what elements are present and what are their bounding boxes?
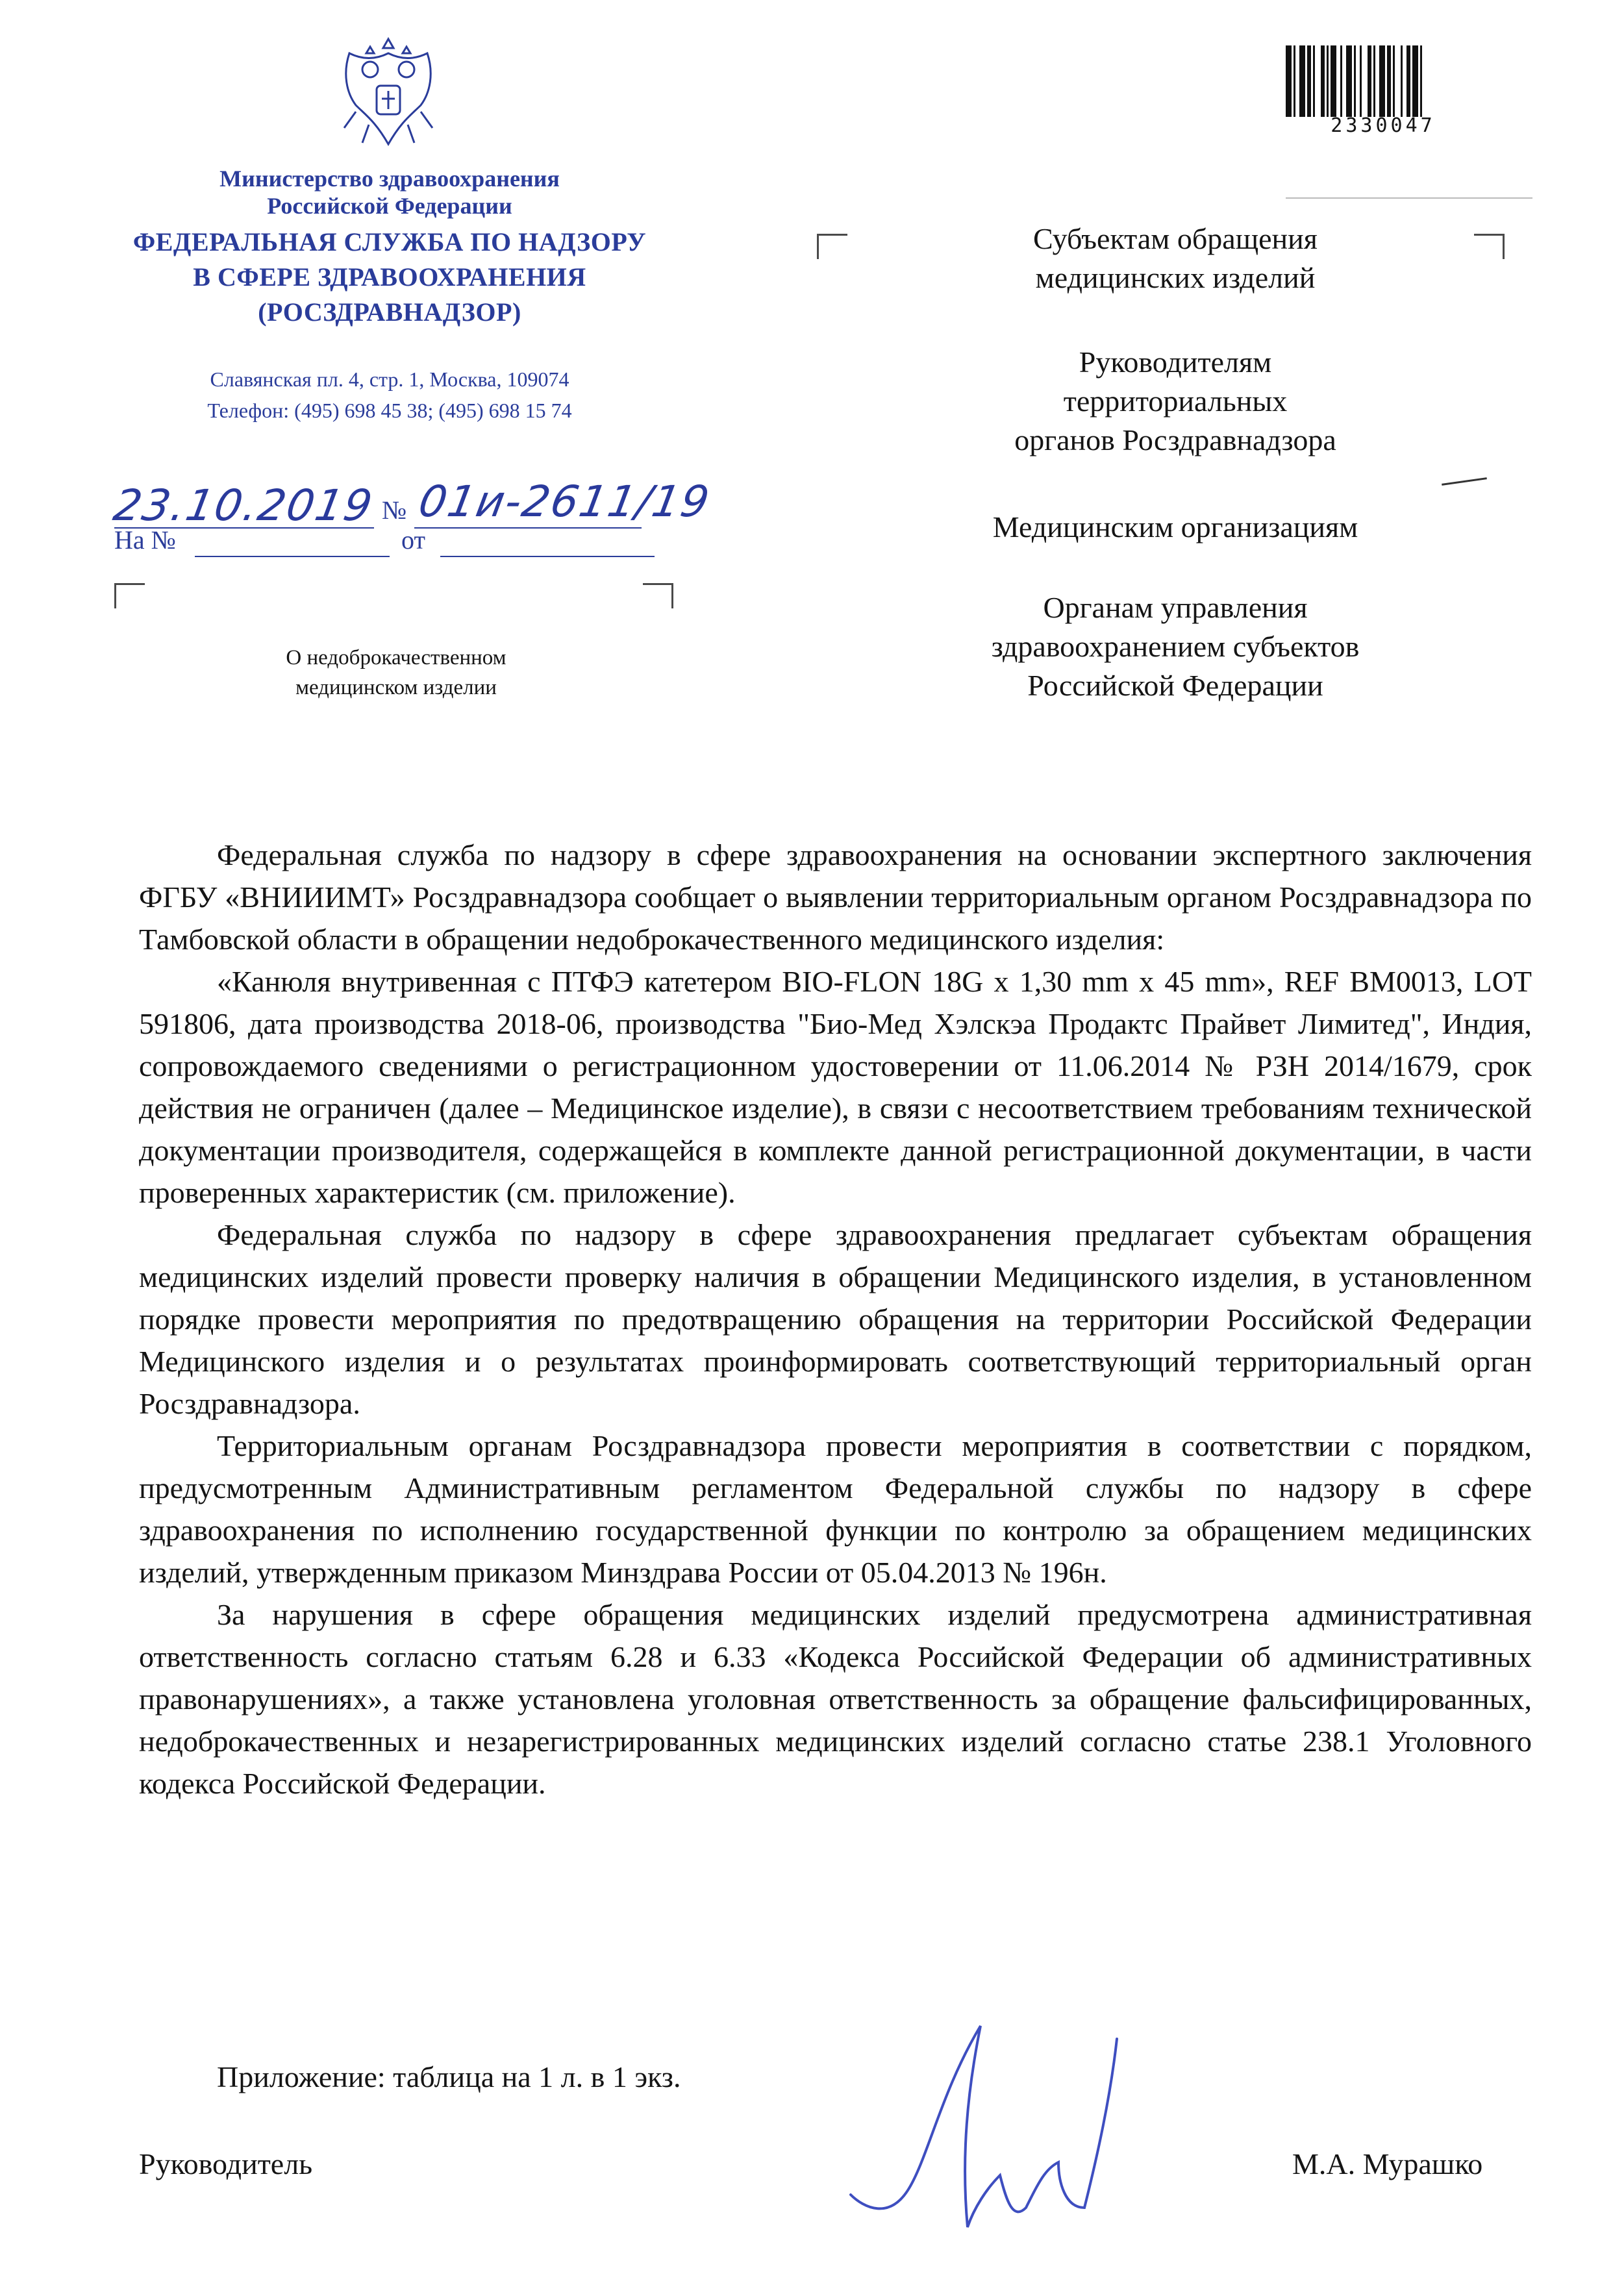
handwritten-number: 01и-2611/19 <box>415 477 714 527</box>
barcode-bar <box>1387 45 1391 117</box>
barcode-bar <box>1406 45 1410 117</box>
paragraph: За нарушения в сфере обращения медицинских изделий предусмотрена административная ответственность согласно статьям 6.28 и 6.33 «Кодекса Российской Федерации об административных правонарушениях», а также установлена уголовная ответственность за обращение фальсифицированных, недоброкачественных и незарегистрированных медицинских изделий согласно статье 238.1 Уголовного кодекса Российской Федерации. <box>139 1598 1532 1800</box>
reply-to-blank <box>195 556 390 557</box>
barcode-bar <box>1379 45 1385 117</box>
subject-corner-left <box>114 583 145 608</box>
barcode-bar <box>1420 45 1422 117</box>
address-block <box>97 364 682 426</box>
barcode-bar <box>1412 45 1418 117</box>
barcode-bar <box>1331 45 1336 117</box>
service-name <box>97 225 682 330</box>
barcode-bar <box>1313 45 1315 117</box>
addressee-2-line-1: Руководителям <box>1079 345 1272 379</box>
addressee-3 <box>935 508 1416 547</box>
barcode-bar <box>1360 45 1362 117</box>
addressee-2-line-2: территориальных <box>1063 384 1288 418</box>
ministry-name <box>97 165 682 219</box>
service-line-2: В СФЕРЕ ЗДРАВООХРАНЕНИЯ <box>193 262 586 292</box>
barcode-bar <box>1373 45 1375 117</box>
addressee-3-line-1: Медицинским организациям <box>992 510 1358 543</box>
barcode-bar <box>1321 45 1325 117</box>
barcode-bar <box>1393 45 1395 117</box>
subject-line-2: медицинском изделии <box>295 676 497 699</box>
paragraph: Территориальным органам Росздравнадзора провести мероприятия в соответствии с порядком, предусмотренным Административным регламентом Федеральной службы по надзору в сфере здравоохранения по исполнению государственной функции по контролю за обращением медицинских изделий, утвержденным приказом Минздрава России от 05.04.2013 № 196н. <box>139 1429 1532 1589</box>
signatory-position: Руководитель <box>139 2147 313 2180</box>
barcode-bar <box>1354 45 1356 117</box>
reply-to-label: На № <box>114 525 176 555</box>
handwritten-date: 23.10.2019 <box>110 480 377 530</box>
barcode-bar <box>1294 45 1295 117</box>
paragraph: Федеральная служба по надзору в сфере здравоохранения предлагает субъектам обращения медицинских изделий провести проверку наличия в обращении Медицинского изделия, в установленном порядке провести мероприятия по предотвращению обращения на территории Российской Федерации Медицинского изделия и о результатах проинформировать соответствующий территориальный орган Росздравнадзора. <box>139 1218 1532 1420</box>
top-rule <box>1286 197 1532 199</box>
barcode-bar <box>1286 45 1292 117</box>
service-line-3: (РОСЗДРАВНАДЗОР) <box>258 297 521 327</box>
barcode-bar <box>1327 45 1329 117</box>
letter-body <box>139 834 1532 1804</box>
subject-corner-right <box>643 583 673 608</box>
attachment-note: Приложение: таблица на 1 л. в 1 экз. <box>217 2060 681 2093</box>
address-line: Славянская пл. 4, стр. 1, Москва, 109074 <box>210 368 569 391</box>
barcode-number: 2330047 <box>1331 114 1436 137</box>
barcode-icon <box>1286 45 1481 117</box>
barcode-bar <box>1368 45 1371 117</box>
reply-row <box>114 525 699 564</box>
ministry-line-1: Министерство здравоохранения <box>219 166 560 192</box>
addressee-corner-right <box>1474 234 1505 259</box>
addressee-4-line-1: Органам управления <box>1043 591 1308 624</box>
barcode-bar <box>1401 45 1403 117</box>
ministry-line-2: Российской Федерации <box>267 193 512 219</box>
coat-of-arms-icon <box>330 34 447 151</box>
subject-line-1: О недоброкачественном <box>286 646 506 669</box>
pen-mark <box>1442 477 1487 486</box>
paragraph: «Канюля внутривенная с ПТФЭ катетером BIO-FLON 18G x 1,30 mm x 45 mm», REF BM0013, LOT 591806, дата производства 2018-06, производства "Био-Мед Хэлскэа Продактс Прайвет Лимитед", Индия, сопровождаемого сведениями о регистрационном удостоверении от 11.06.2014 № РЗН 2014/1679, срок действия не ограничен (далее – Медицинское изделие), в связи с несоответствием требованиям технической документации производителя, содержащейся в комплекте данной регистрационной документации, в части проверенных характеристик (см. приложение). <box>139 965 1532 1209</box>
handwritten-signature <box>812 2013 1149 2240</box>
addressee-4-line-3: Российской Федерации <box>1027 669 1323 702</box>
number-sign: № <box>382 495 407 525</box>
barcode-bar <box>1340 45 1342 117</box>
service-line-1: ФЕДЕРАЛЬНАЯ СЛУЖБА ПО НАДЗОРУ <box>132 227 647 256</box>
from-blank <box>440 556 655 557</box>
addressee-2-line-3: органов Росздравнадзора <box>1014 423 1336 456</box>
barcode-bar <box>1307 45 1311 117</box>
addressee-4-line-2: здравоохранением субъектов <box>991 630 1360 663</box>
addressee-4 <box>935 588 1416 705</box>
signatory-name: М.А. Мурашко <box>1292 2147 1483 2180</box>
addressee-2 <box>935 343 1416 460</box>
barcode-bar <box>1299 45 1305 117</box>
addressee-corner-left <box>817 234 847 259</box>
phone-line: Телефон: (495) 698 45 38; (495) 698 15 74 <box>207 399 572 422</box>
addressee-1-line-1: Субъектам обращения <box>1033 222 1318 255</box>
addressee-1-line-2: медицинских изделий <box>1035 261 1316 294</box>
from-label: от <box>401 525 425 555</box>
barcode-bar <box>1346 45 1352 117</box>
paragraph: Федеральная служба по надзору в сфере здравоохранения на основании экспертного заключения ФГБУ «ВНИИИМТ» Росздравнадзора сообщает о выявлении территориальным органом Росздравнадзора по Тамбовской области в обращении недоброкачественного медицинского изделия: <box>139 838 1532 956</box>
letter-subject <box>214 643 578 703</box>
addressee-1 <box>935 219 1416 297</box>
